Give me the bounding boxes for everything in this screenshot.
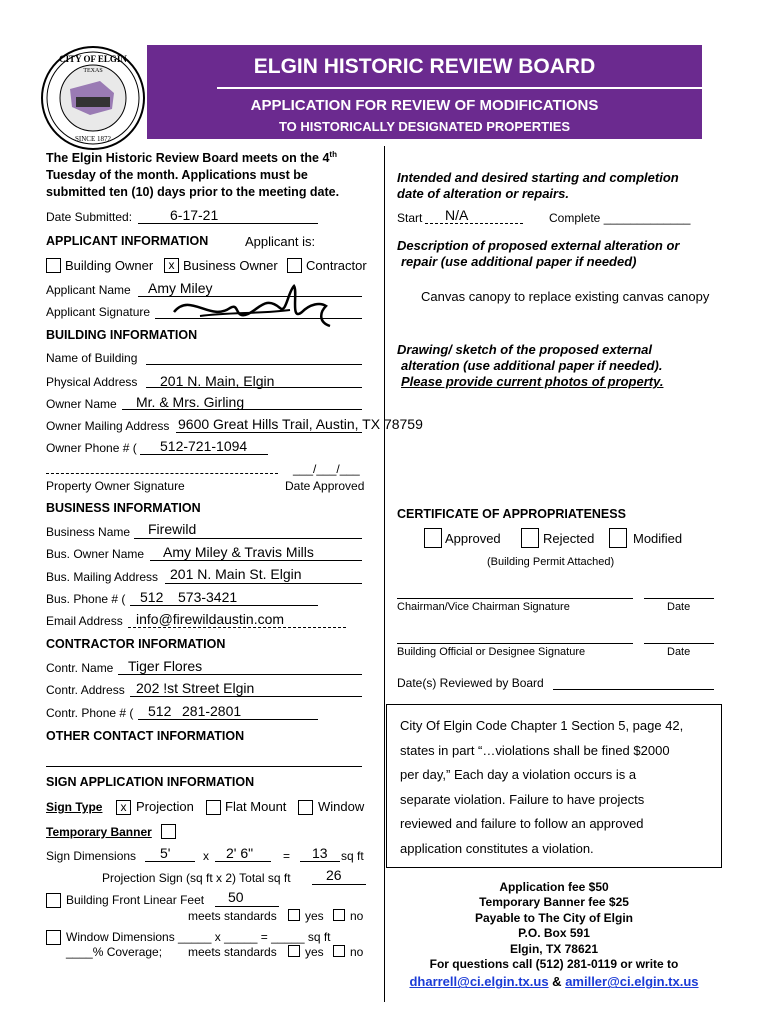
bus-owner-label: Bus. Owner Name <box>46 547 145 561</box>
owner-phone-field[interactable]: 512-721-1094 <box>160 438 248 454</box>
contractor-checkbox[interactable] <box>287 258 302 273</box>
modified-checkbox[interactable] <box>609 528 627 548</box>
applicant-heading: APPLICANT INFORMATION <box>46 234 209 248</box>
email-separator: & <box>548 974 566 990</box>
start-field[interactable]: N/A <box>445 207 469 223</box>
building-heading: BUILDING INFORMATION <box>46 328 198 342</box>
sign-heading: SIGN APPLICATION INFORMATION <box>46 775 255 789</box>
window-yes-checkbox[interactable] <box>288 945 300 957</box>
banner-divider <box>217 87 702 89</box>
checkmark: x <box>168 258 175 272</box>
business-name-field[interactable]: Firewild <box>148 521 197 537</box>
certificate-heading: CERTIFICATE OF APPROPRIATENESS <box>397 507 626 521</box>
owner-phone-line <box>140 454 268 455</box>
contr-phone-area[interactable]: 512 <box>148 703 172 719</box>
building-name-line[interactable] <box>146 364 362 365</box>
building-owner-label: Building Owner <box>65 258 154 273</box>
start-label: Start <box>397 211 423 225</box>
email-field[interactable]: info@firewildaustin.com <box>136 611 285 627</box>
projection-total-field[interactable]: 26 <box>326 867 342 883</box>
official-date-line[interactable] <box>644 643 714 644</box>
building-front-checkbox[interactable] <box>46 893 61 908</box>
page-title: ELGIN HISTORIC REVIEW BOARD <box>253 55 596 78</box>
bus-mailing-label: Bus. Mailing Address <box>46 570 159 584</box>
front-no-checkbox[interactable] <box>333 909 345 921</box>
flat-mount-label: Flat Mount <box>225 799 287 814</box>
official-signature-line[interactable] <box>397 643 633 644</box>
window-meets-label: meets standards <box>188 945 277 959</box>
applicant-name-label: Applicant Name <box>46 283 131 297</box>
applicant-signature-label: Applicant Signature <box>46 305 151 319</box>
bus-mailing-line <box>165 583 362 584</box>
owner-mailing-label: Owner Mailing Address <box>46 419 170 433</box>
email-link-amiller[interactable]: amiller@ci.elgin.tx.us <box>565 974 699 990</box>
modified-label: Modified <box>633 531 683 546</box>
official-date-label: Date <box>667 646 691 658</box>
svg-text:CITY OF ELGIN: CITY OF ELGIN <box>59 54 127 64</box>
owner-phone-label: Owner Phone # ( <box>46 441 137 455</box>
chair-date-label: Date <box>667 601 691 613</box>
description-heading: Description of proposed external alteration or repair (use additional paper if needed) <box>397 238 680 269</box>
window-no-label: no <box>350 945 364 959</box>
complete-field[interactable]: Complete _____________ <box>549 211 691 225</box>
applicant-name-field[interactable]: Amy Miley <box>148 280 213 296</box>
approved-label: Approved <box>445 531 501 546</box>
dates-heading: Intended and desired starting and completion date of alteration or repairs. <box>397 170 679 201</box>
projection-checkbox[interactable] <box>116 800 131 815</box>
sign-height-line <box>215 861 271 862</box>
building-owner-checkbox[interactable] <box>46 258 61 273</box>
front-yes-label: yes <box>305 909 324 923</box>
official-signature-label: Building Official or Designee Signature <box>397 646 586 658</box>
start-line <box>425 223 523 224</box>
reviewed-label: Date(s) Reviewed by Board <box>397 676 544 690</box>
business-name-line <box>134 538 362 539</box>
bus-owner-field[interactable]: Amy Miley & Travis Mills <box>163 544 314 560</box>
sketch-heading: Drawing/ sketch of the proposed external alteration (use additional paper if needed). Please provide current photos of property. <box>397 342 664 389</box>
contr-address-field[interactable]: 202 !st Street Elgin <box>136 680 255 696</box>
city-seal <box>40 45 146 151</box>
temporary-banner-checkbox[interactable] <box>161 824 176 839</box>
contr-name-field[interactable]: Tiger Flores <box>128 658 203 674</box>
fees-block: Application fee $50 Temporary Banner fee $25 Payable to The City of Elgin P.O. Box 591 Elgin, TX 78621 For questions call (512) 281-0119 or write to dharrell@ci.elgin.tx.us & amiller@ci.elgin.tx.us <box>409 880 699 990</box>
description-field[interactable]: Canvas canopy to replace existing canvas canopy <box>421 289 710 304</box>
window-dims-label: Window Dimensions _____ x _____ = _____ sq ft <box>66 930 331 944</box>
date-approved-label: Date Approved <box>285 479 365 493</box>
window-yes-label: yes <box>305 945 324 959</box>
chair-date-line[interactable] <box>644 598 714 599</box>
bus-owner-line <box>150 560 362 561</box>
building-name-label: Name of Building <box>46 351 138 365</box>
window-checkbox[interactable] <box>298 800 313 815</box>
projection-total-label: Projection Sign (sq ft x 2) Total sq ft <box>102 871 291 885</box>
bus-phone-number[interactable]: 573-3421 <box>178 589 238 605</box>
checkmark: x <box>120 800 127 814</box>
rejected-checkbox[interactable] <box>521 528 539 548</box>
header-banner <box>147 45 702 139</box>
sign-total-field[interactable]: 13 <box>312 845 328 861</box>
code-notice-text: City Of Elgin Code Chapter 1 Section 5, page 42, states in part “…violations shall be fined $2000 per day,” Each day a violation occurs is a separate violation. Failure to have projects reviewed and failure to follow an approved application constitutes a violation. <box>400 718 684 856</box>
bus-phone-label: Bus. Phone # ( <box>46 592 126 606</box>
code-notice-box <box>386 704 722 868</box>
sign-dims-equals: = <box>283 849 291 863</box>
sign-dims-label: Sign Dimensions <box>46 849 137 863</box>
front-no-label: no <box>350 909 364 923</box>
applicant-signature[interactable] <box>170 282 340 332</box>
email-label: Email Address <box>46 614 123 628</box>
contractor-label: Contractor <box>306 258 367 273</box>
owner-name-field[interactable]: Mr. & Mrs. Girling <box>136 394 245 410</box>
svg-text:TEXAS: TEXAS <box>83 68 103 74</box>
contr-phone-line <box>138 719 318 720</box>
sign-height-field[interactable]: 2' 6" <box>226 845 254 861</box>
sign-width-line <box>145 861 195 862</box>
flat-mount-checkbox[interactable] <box>206 800 221 815</box>
bus-mailing-field[interactable]: 201 N. Main St. Elgin <box>170 566 302 582</box>
chair-signature-line[interactable] <box>397 598 633 599</box>
business-owner-label: Business Owner <box>183 258 278 273</box>
window-dims-checkbox[interactable] <box>46 930 61 945</box>
applicant-is-label: Applicant is: <box>245 234 316 249</box>
contr-phone-label: Contr. Phone # ( <box>46 706 134 720</box>
other-contact-heading: OTHER CONTACT INFORMATION <box>46 729 245 743</box>
reviewed-line[interactable] <box>553 689 714 690</box>
contr-address-label: Contr. Address <box>46 683 125 697</box>
sign-type-label: Sign Type <box>46 800 103 814</box>
sign-dims-unit: sq ft <box>341 849 364 863</box>
sign-total-line <box>300 861 340 862</box>
window-no-checkbox[interactable] <box>333 945 345 957</box>
email-line <box>128 627 346 628</box>
contr-address-line <box>130 696 362 697</box>
column-divider <box>384 146 385 1002</box>
business-owner-checkbox[interactable] <box>164 258 179 273</box>
owner-name-label: Owner Name <box>46 397 117 411</box>
contr-name-line <box>118 674 362 675</box>
owner-signature-label: Property Owner Signature <box>46 479 185 493</box>
sign-width-field[interactable]: 5' <box>160 845 171 861</box>
intro-text: The Elgin Historic Review Board meets on the 4th Tuesday of the month. Applications must be submitted ten (10) days prior to the meeting date. <box>46 150 340 200</box>
page-subtitle: APPLICATION FOR REVIEW OF MODIFICATIONS <box>250 97 599 114</box>
building-front-line <box>215 906 279 907</box>
approved-date-blank: ___/___/___ <box>293 462 360 476</box>
meets-standards-label: meets standards <box>188 909 277 923</box>
temporary-banner-label: Temporary Banner <box>46 825 152 839</box>
contr-phone-number[interactable]: 281-2801 <box>182 703 242 719</box>
projection-label: Projection <box>136 799 194 814</box>
date-submitted-label: Date Submitted: <box>46 210 133 224</box>
building-front-label: Building Front Linear Feet <box>66 893 205 907</box>
date-submitted-field[interactable]: 6-17-21 <box>170 207 219 223</box>
rejected-label: Rejected <box>543 531 595 546</box>
front-yes-checkbox[interactable] <box>288 909 300 921</box>
bus-phone-area[interactable]: 512 <box>140 589 164 605</box>
business-name-label: Business Name <box>46 525 131 539</box>
date-submitted-line <box>138 223 318 224</box>
sign-dims-x: x <box>203 849 209 863</box>
window-label: Window <box>318 799 365 814</box>
contr-name-label: Contr. Name <box>46 661 114 675</box>
physical-address-field[interactable]: 201 N. Main, Elgin <box>160 373 275 389</box>
contractor-heading: CONTRACTOR INFORMATION <box>46 637 226 651</box>
bus-phone-line <box>130 605 318 606</box>
business-heading: BUSINESS INFORMATION <box>46 501 201 515</box>
owner-mailing-field[interactable]: 9600 Great Hills Trail, Austin, TX 78759 <box>178 416 423 432</box>
owner-signature-line[interactable] <box>46 473 278 474</box>
email-link-dharrell[interactable]: dharrell@ci.elgin.tx.us <box>409 974 549 990</box>
approved-checkbox[interactable] <box>424 528 442 548</box>
svg-text:SINCE 1872: SINCE 1872 <box>75 135 111 143</box>
building-front-field[interactable]: 50 <box>228 889 244 905</box>
physical-address-label: Physical Address <box>46 375 138 389</box>
coverage-label: ____% Coverage; <box>66 945 163 959</box>
permit-note: (Building Permit Attached) <box>487 556 615 568</box>
owner-mailing-line <box>176 432 362 433</box>
projection-total-line <box>312 884 366 885</box>
page-subtitle-2: TO HISTORICALLY DESIGNATED PROPERTIES <box>278 119 571 134</box>
other-contact-line[interactable] <box>46 766 362 767</box>
chair-signature-label: Chairman/Vice Chairman Signature <box>397 601 570 613</box>
